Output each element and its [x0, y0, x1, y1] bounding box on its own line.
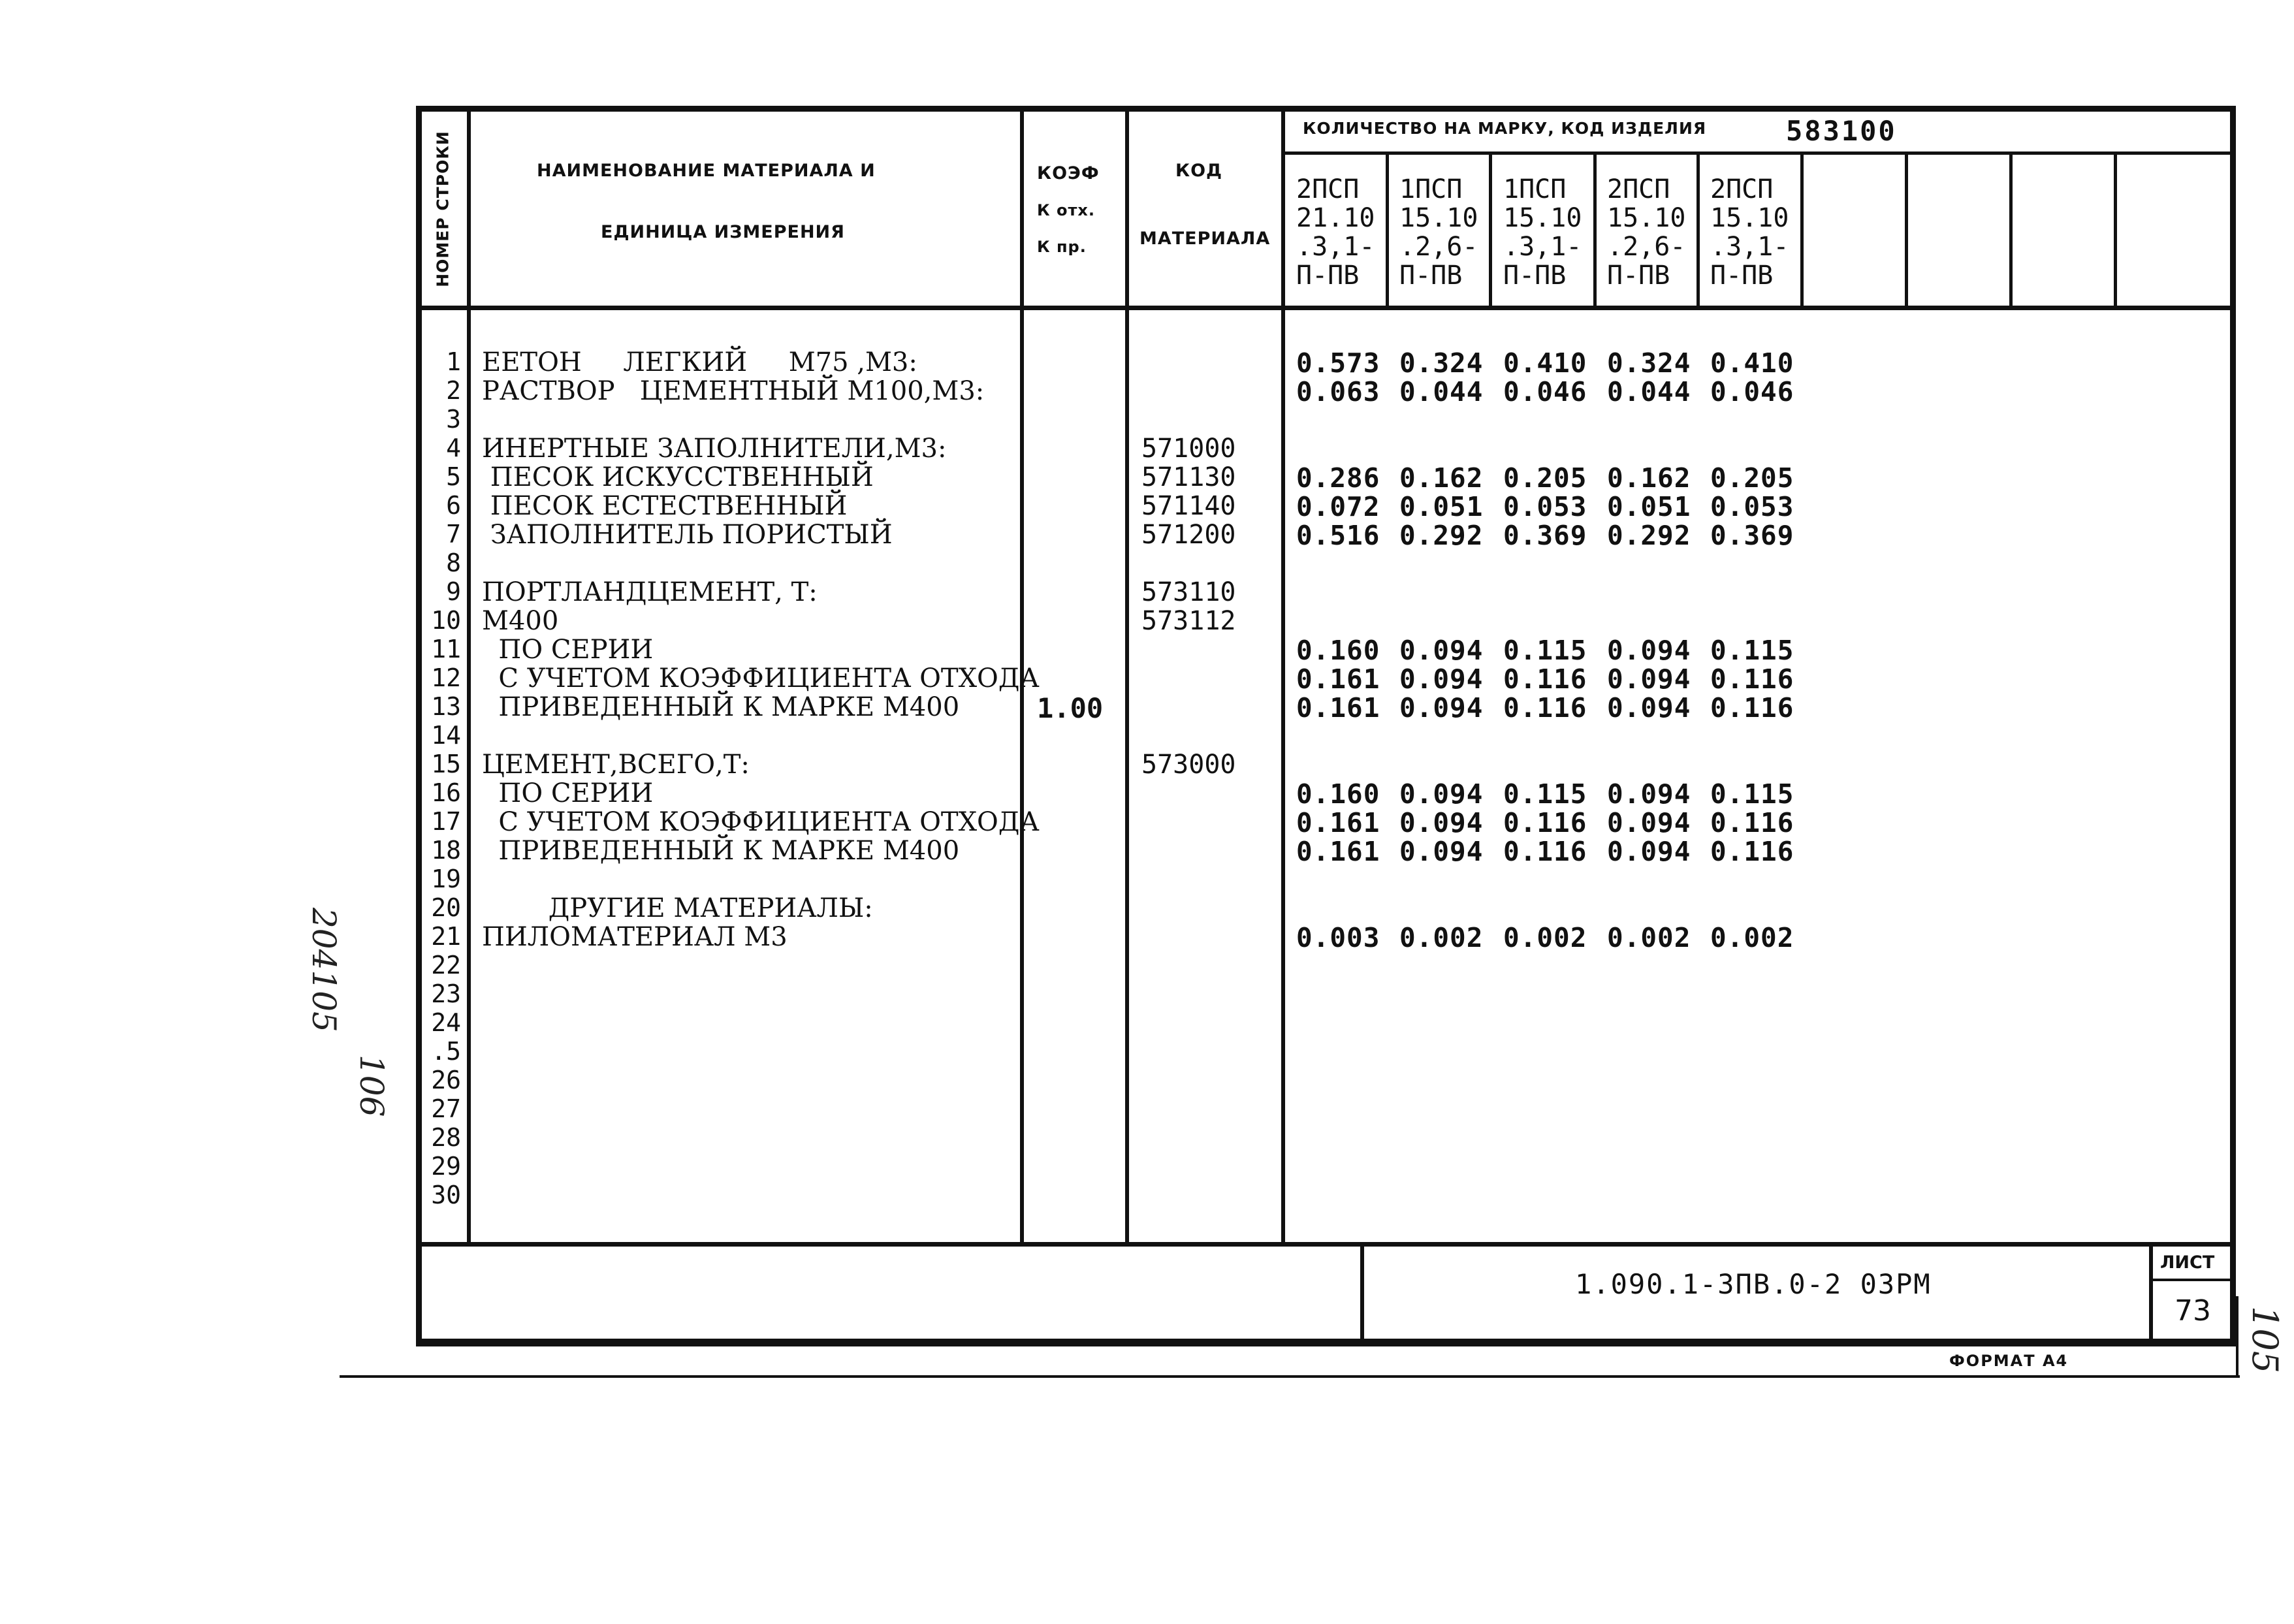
material-code: 573112: [1141, 606, 1236, 636]
row-number: 16: [431, 778, 461, 807]
quantity-value: 0.516: [1296, 520, 1380, 551]
quantity-value: 0.094: [1607, 635, 1691, 666]
quantity-value: 0.162: [1399, 462, 1484, 494]
material-name: ПОРТЛАНДЦЕМЕНТ, Т:: [482, 577, 818, 607]
sheet-number: 73: [2175, 1294, 2211, 1328]
material-code: 573000: [1141, 750, 1236, 780]
material-code: 571200: [1141, 520, 1236, 550]
quantity-value: 0.094: [1399, 663, 1484, 695]
handwritten-note-lower: 106: [353, 1055, 390, 1117]
product-column-header-line: П-ПВ: [1399, 261, 1463, 291]
quantity-value: 0.573: [1296, 347, 1380, 379]
quantity-value: 0.116: [1503, 836, 1587, 867]
col-line-rownum: [467, 108, 471, 1245]
handwritten-note-right: 105: [2244, 1306, 2286, 1374]
row-number: 23: [431, 979, 461, 1008]
quantity-value: 0.116: [1710, 663, 1794, 695]
prod-col-line-8: [2114, 151, 2117, 308]
quantity-value: 0.116: [1503, 807, 1587, 838]
quantity-value: 0.094: [1399, 635, 1484, 666]
quantity-value: 0.115: [1710, 778, 1794, 810]
product-column-header: [1503, 175, 1582, 290]
quantity-value: 0.002: [1607, 922, 1691, 953]
product-column-header-line: 2ПСП: [1296, 174, 1360, 204]
quantity-value: 0.292: [1399, 520, 1484, 551]
quantity-value: 0.410: [1710, 347, 1794, 379]
quantity-value: 0.205: [1503, 462, 1587, 494]
footer-sheet-left-line: [2149, 1245, 2153, 1341]
product-column-header-line: П-ПВ: [1607, 261, 1670, 291]
material-code: 573110: [1141, 577, 1236, 607]
quantity-value: 0.116: [1710, 836, 1794, 867]
quantity-value: 0.161: [1296, 692, 1380, 724]
row-number: 21: [431, 922, 461, 951]
quantity-value: 0.063: [1296, 376, 1380, 407]
prod-col-line-3: [1593, 151, 1597, 308]
sheet-frame: [416, 106, 2236, 1346]
right-edge-mark: [2236, 1296, 2238, 1378]
col-line-code: [1281, 108, 1285, 1245]
quantity-value: 0.072: [1296, 491, 1380, 522]
koef-header-line2: К отх.: [1037, 201, 1095, 219]
product-column-header-line: 21.10: [1296, 203, 1375, 233]
quantity-value: 0.002: [1710, 922, 1794, 953]
product-column-header: [1296, 175, 1375, 290]
product-column-header: [1399, 175, 1478, 290]
material-name: РАСТВОР ЦЕМЕНТНЫЙ М100,М3:: [482, 376, 985, 406]
code-header-line1: КОД: [1175, 161, 1223, 181]
row-number: 22: [431, 951, 461, 979]
body-bottom-divider: [418, 1242, 2233, 1247]
coefficient-value: 1.00: [1037, 692, 1104, 724]
product-column-header-line: П-ПВ: [1710, 261, 1774, 291]
quantity-value: 0.410: [1503, 347, 1587, 379]
product-column-header: [1710, 175, 1789, 290]
quantity-value: 0.094: [1399, 778, 1484, 810]
product-column-header: [1607, 175, 1685, 290]
quantity-value: 0.094: [1399, 836, 1484, 867]
material-name: ПРИВЕДЕННЫЙ К МАРКЕ М400: [482, 692, 960, 722]
quantity-value: 0.002: [1503, 922, 1587, 953]
prod-col-line-1: [1386, 151, 1389, 308]
quantity-value: 0.003: [1296, 922, 1380, 953]
row-number: 4: [446, 434, 461, 462]
quantity-value: 0.116: [1503, 663, 1587, 695]
row-number: 29: [431, 1152, 461, 1181]
quantity-value: 0.115: [1503, 635, 1587, 666]
material-name: ПРИВЕДЕННЫЙ К МАРКЕ М400: [482, 836, 960, 866]
quantity-value: 0.044: [1399, 376, 1484, 407]
material-name: ЕЕТОН ЛЕГКИЙ М75 ,М3:: [482, 347, 917, 377]
quantity-value: 0.094: [1607, 836, 1691, 867]
product-column-header-line: .3,1-: [1503, 232, 1582, 262]
quantity-value: 0.094: [1399, 692, 1484, 724]
quantity-value: 0.161: [1296, 836, 1380, 867]
footer-sheet-label-line: [2149, 1279, 2235, 1281]
row-number: 28: [431, 1123, 461, 1152]
quantity-value: 0.094: [1607, 663, 1691, 695]
row-number: 12: [431, 663, 461, 692]
row-number: 1: [446, 347, 461, 376]
row-number: 9: [446, 577, 461, 606]
product-column-header-line: П-ПВ: [1503, 261, 1567, 291]
prod-col-line-2: [1489, 151, 1492, 308]
row-number: 15: [431, 750, 461, 778]
quantity-subheader-line: [1281, 151, 2233, 155]
quantity-value: 0.053: [1503, 491, 1587, 522]
quantity-value: 0.094: [1607, 807, 1691, 838]
product-column-header-line: 15.10: [1607, 203, 1686, 233]
row-number: 26: [431, 1066, 461, 1094]
quantity-value: 0.161: [1296, 663, 1380, 695]
row-number: 6: [446, 491, 461, 520]
quantity-value: 0.369: [1503, 520, 1587, 551]
row-number: 3: [446, 405, 461, 434]
product-code: 583100: [1786, 115, 1897, 147]
product-column-header-line: П-ПВ: [1296, 261, 1360, 291]
material-name: ПО СЕРИИ: [482, 778, 654, 808]
material-name: ДРУГИЕ МАТЕРИАЛЫ:: [482, 893, 873, 923]
material-name: С УЧЕТОМ КОЭФФИЦИЕНТА ОТХОДА: [482, 807, 1040, 837]
prod-col-line-4: [1697, 151, 1700, 308]
quantity-value: 0.094: [1607, 778, 1691, 810]
product-column-header-line: 15.10: [1503, 203, 1582, 233]
quantity-value: 0.292: [1607, 520, 1691, 551]
code-header-line2: МАТЕРИАЛА: [1139, 229, 1271, 249]
material-name: ЦЕМЕНТ,ВСЕГО,Т:: [482, 750, 750, 780]
quantity-value: 0.162: [1607, 462, 1691, 494]
row-number: 30: [431, 1181, 461, 1209]
quantity-value: 0.205: [1710, 462, 1794, 494]
quantity-value: 0.160: [1296, 778, 1380, 810]
document-code: 1.090.1-ЗПВ.0-2 03РМ: [1575, 1268, 1932, 1300]
quantity-header: КОЛИЧЕСТВО НА МАРКУ, КОД ИЗДЕЛИЯ: [1303, 119, 1707, 138]
material-name: ПИЛОМАТЕРИАЛ М3: [482, 922, 788, 952]
prod-col-line-5: [1800, 151, 1804, 308]
product-column-header-line: 2ПСП: [1710, 174, 1774, 204]
quantity-value: 0.160: [1296, 635, 1380, 666]
product-column-header-line: 15.10: [1710, 203, 1789, 233]
row-number: 14: [431, 721, 461, 750]
product-column-header-line: .3,1-: [1296, 232, 1375, 262]
format-label: ФОРМАТ А4: [1949, 1352, 2069, 1370]
material-code: 571000: [1141, 434, 1236, 464]
quantity-value: 0.116: [1503, 692, 1587, 724]
quantity-value: 0.286: [1296, 462, 1380, 494]
footer-divider: [418, 1339, 2233, 1342]
quantity-value: 0.051: [1607, 491, 1691, 522]
quantity-value: 0.369: [1710, 520, 1794, 551]
quantity-value: 0.115: [1503, 778, 1587, 810]
quantity-value: 0.094: [1399, 807, 1484, 838]
row-number: 19: [431, 865, 461, 893]
row-number: 7: [446, 520, 461, 549]
quantity-value: 0.324: [1607, 347, 1691, 379]
koef-header-line3: К пр.: [1037, 238, 1087, 256]
footer-title-left-line: [1360, 1245, 1364, 1341]
name-header-line1: НАИМЕНОВАНИЕ МАТЕРИАЛА И: [537, 161, 876, 181]
quantity-value: 0.046: [1710, 376, 1794, 407]
material-name: М400: [482, 606, 559, 636]
row-number: 27: [431, 1094, 461, 1123]
material-code: 571130: [1141, 462, 1236, 492]
quantity-value: 0.002: [1399, 922, 1484, 953]
quantity-value: 0.161: [1296, 807, 1380, 838]
row-number: 11: [431, 635, 461, 663]
quantity-value: 0.044: [1607, 376, 1691, 407]
product-column-header-line: 1ПСП: [1503, 174, 1567, 204]
bottom-rule: [340, 1375, 2240, 1378]
quantity-value: 0.116: [1710, 807, 1794, 838]
quantity-value: 0.046: [1503, 376, 1587, 407]
product-column-header-line: .2,6-: [1399, 232, 1478, 262]
prod-col-line-6: [1905, 151, 1908, 308]
quantity-value: 0.094: [1607, 692, 1691, 724]
row-number: 24: [431, 1008, 461, 1037]
handwritten-note-upper: 204105: [305, 908, 343, 1032]
col-line-koef: [1125, 108, 1129, 1245]
material-name: ПО СЕРИИ: [482, 635, 654, 665]
name-header-line2: ЕДИНИЦА ИЗМЕРЕНИЯ: [601, 222, 845, 242]
material-name: ИНЕРТНЫЕ ЗАПОЛНИТЕЛИ,М3:: [482, 434, 947, 464]
quantity-value: 0.116: [1710, 692, 1794, 724]
product-column-header-line: 2ПСП: [1607, 174, 1670, 204]
material-name: ПЕСОК ИСКУССТВЕННЫЙ: [482, 462, 874, 492]
row-number: 8: [446, 549, 461, 577]
row-number: 13: [431, 692, 461, 721]
product-column-header-line: 15.10: [1399, 203, 1478, 233]
quantity-value: 0.051: [1399, 491, 1484, 522]
row-number: 18: [431, 836, 461, 865]
quantity-value: 0.053: [1710, 491, 1794, 522]
material-code: 571140: [1141, 491, 1236, 521]
header-divider: [418, 306, 2233, 310]
row-number: 2: [446, 376, 461, 405]
material-name: ПЕСОК ЕСТЕСТВЕННЫЙ: [482, 491, 848, 521]
sheet-label: ЛИСТ: [2160, 1252, 2215, 1273]
product-column-header-line: .3,1-: [1710, 232, 1789, 262]
row-number: 5: [446, 462, 461, 491]
material-name: С УЧЕТОМ КОЭФФИЦИЕНТА ОТХОДА: [482, 663, 1040, 693]
material-name: ЗАПОЛНИТЕЛЬ ПОРИСТЫЙ: [482, 520, 893, 550]
row-number: 17: [431, 807, 461, 836]
product-column-header-line: 1ПСП: [1399, 174, 1463, 204]
row-number: .5: [431, 1037, 461, 1066]
quantity-value: 0.115: [1710, 635, 1794, 666]
product-column-header-line: .2,6-: [1607, 232, 1686, 262]
row-number: 10: [431, 606, 461, 635]
row-number-header: НОМЕР СТРОКИ: [433, 131, 453, 287]
row-number: 20: [431, 893, 461, 922]
prod-col-line-7: [2009, 151, 2013, 308]
koef-header-line1: КОЭФ: [1037, 163, 1100, 183]
quantity-value: 0.324: [1399, 347, 1484, 379]
